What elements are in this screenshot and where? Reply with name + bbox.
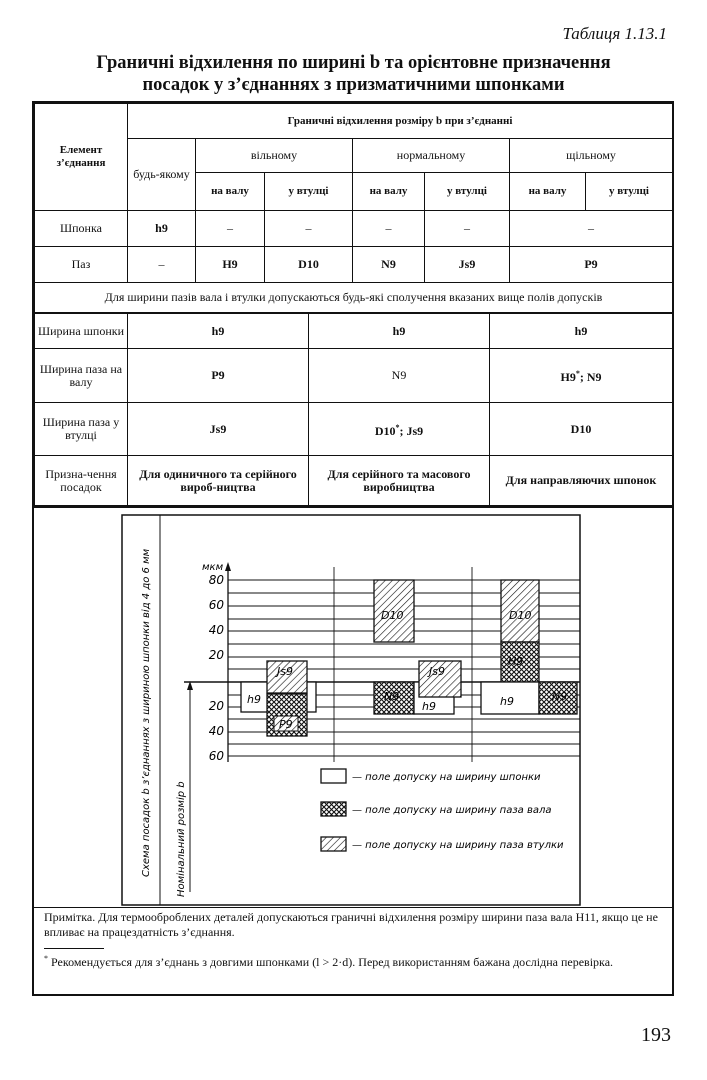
title-line-1: Граничні відхилення по ширині b та орієнтовне призначення	[96, 53, 611, 73]
combination-note: Для ширини пазів вала і втулки допускаються будь-які сполучення вказаних вище полів допусків	[35, 283, 673, 313]
fit-diagram	[34, 507, 672, 907]
table-cell: P9	[510, 247, 673, 283]
table-cell: Js9	[425, 247, 510, 283]
table-cell: –	[353, 211, 425, 247]
legend-swatch-shaft	[321, 802, 346, 816]
y-axis-arrow-icon	[225, 562, 231, 571]
table-cell: D10	[490, 403, 673, 456]
footnote-divider	[44, 948, 104, 949]
table-cell: –	[128, 247, 196, 283]
legend-swatch-hub	[321, 837, 346, 851]
row-label: Ширина шпонки	[35, 314, 128, 349]
normal-fit-header: нормальному	[353, 139, 510, 173]
legend-item: — поле допуску на ширину шпонки	[352, 772, 541, 783]
table-cell: D10	[265, 247, 353, 283]
box-label: D10	[381, 609, 404, 622]
table-caption: Таблиця 1.13.1	[562, 24, 667, 43]
table-cell	[309, 403, 490, 456]
box-label: N9	[384, 690, 400, 703]
tick-down: 20	[208, 699, 224, 713]
element-header: Елемент з’єднання	[35, 104, 128, 211]
box-label: h9	[422, 700, 436, 713]
tick-down: 60	[208, 749, 224, 763]
table-cell	[490, 349, 673, 403]
page-title	[20, 52, 687, 96]
footnote-mark: *	[44, 954, 48, 963]
row-label: Паз	[35, 247, 128, 283]
footnote	[44, 951, 664, 970]
box-label: D10	[509, 609, 532, 622]
col-on-shaft: на валу	[510, 173, 586, 211]
limits-header: Граничні відхилення розміру b при з’єднанні	[128, 104, 673, 139]
fit-diagram-area	[32, 507, 674, 907]
box-label: h9	[247, 693, 261, 706]
free-fit-header: вільному	[196, 139, 353, 173]
table-cell: –	[265, 211, 353, 247]
footnote-mark: *	[575, 369, 580, 378]
table-cell: –	[425, 211, 510, 247]
footnote-mark: *	[395, 422, 400, 432]
row-label: Ширина паза на валу	[35, 349, 128, 403]
table-cell: H9	[196, 247, 265, 283]
legend-swatch-key	[321, 769, 346, 783]
tight-fit-header: щільному	[510, 139, 673, 173]
box-label: h9	[500, 695, 514, 708]
table-cell: –	[510, 211, 673, 247]
tick-up: 60	[208, 598, 224, 612]
table-cell: –	[196, 211, 265, 247]
note-text: Примітка. Для термооброблених деталей допускаються граничні відхилення розміру ширини паза вала H11, якщо це не впливає на працездатність з’єднання.	[44, 910, 658, 939]
table-cell: h9	[128, 211, 196, 247]
row-label: Призна-чення посадок	[35, 456, 128, 506]
table-cell: h9	[128, 314, 309, 349]
col-in-hub: у втулці	[586, 173, 673, 211]
col-on-shaft: на валу	[353, 173, 425, 211]
col-in-hub: у втулці	[265, 173, 353, 211]
box-label: Js9	[429, 665, 445, 678]
table-cell: h9	[490, 314, 673, 349]
col-in-hub: у втулці	[425, 173, 510, 211]
table-cell: Для одиничного та серійного вироб-ництва	[128, 456, 309, 506]
fit-h9: H9	[560, 370, 576, 384]
tick-up: 20	[208, 648, 224, 662]
box-label: N9	[552, 690, 568, 703]
table-cell: h9	[309, 314, 490, 349]
fit-n9: ; N9	[579, 370, 602, 384]
title-line-2: посадок у з’єднаннях з призматичними шпонками	[142, 75, 565, 95]
fit-js9: ; Js9	[399, 423, 424, 438]
tick-up: 40	[208, 623, 224, 637]
side-label: Схема посадок b з’єднаннях з шириною шпонки від 4 до 6 мм	[141, 548, 152, 877]
page-number: 193	[641, 1024, 671, 1046]
limits-table	[32, 101, 674, 508]
box-label: P9	[279, 718, 293, 731]
nominal-label: Номінальний розмір b	[176, 781, 187, 897]
table-cell: P9	[128, 349, 309, 403]
col-on-shaft: на валу	[196, 173, 265, 211]
tick-up: 80	[208, 573, 224, 587]
unit-label: мкм	[202, 562, 224, 573]
table-cell: Для серійного та масового виробництва	[309, 456, 490, 506]
fit-d10: D10	[374, 423, 396, 438]
legend-item: — поле допуску на ширину паза вала	[352, 805, 552, 816]
note-block	[32, 907, 674, 996]
legend-item: — поле допуску на ширину паза втулки	[352, 840, 564, 851]
row-label: Шпонка	[35, 211, 128, 247]
box-label: Js9	[277, 665, 293, 678]
table-cell: N9	[309, 349, 490, 403]
table-cell: Для направляючих шпонок	[490, 456, 673, 506]
table-cell: Js9	[128, 403, 309, 456]
footnote-text: Рекомендується для з’єднань з довгими шпонками (l > 2·d). Перед використанням бажана дослідна перевірка.	[48, 955, 614, 969]
row-label: Ширина паза у втулці	[35, 403, 128, 456]
table-cell: N9	[353, 247, 425, 283]
tick-down: 40	[208, 724, 224, 738]
any-fit-header: будь-якому	[128, 139, 196, 211]
box-label: H9	[508, 655, 524, 668]
